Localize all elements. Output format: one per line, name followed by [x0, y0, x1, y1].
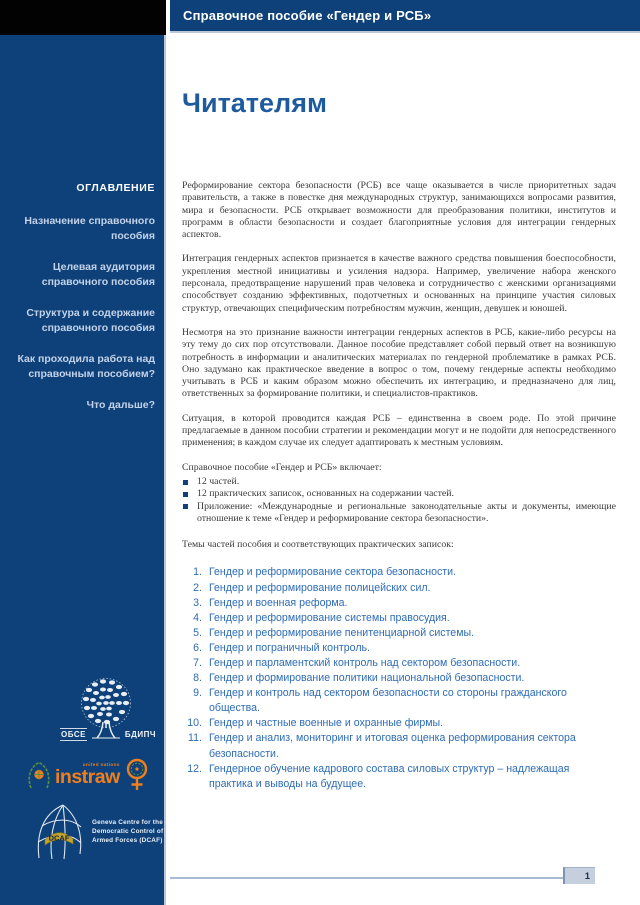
topic-item: Гендер и реформирование пенитенциарной системы.: [209, 626, 475, 639]
sidebar-item-structure[interactable]: Структура и содержание справочного пособия: [26, 307, 155, 334]
topic-item: Гендер и контроль над сектором безопасности со стороны гражданского общества.: [209, 687, 567, 715]
female-symbol-icon: [123, 757, 151, 794]
includes-list: [182, 476, 616, 525]
includes-intro: Справочное пособие «Гендер и РСБ» включает:: [182, 461, 382, 473]
body-text: [182, 180, 616, 551]
topic-item: Гендер и реформирование сектора безопасности.: [209, 566, 457, 579]
instraw-wordmark: [55, 763, 120, 788]
dcaf-logo: [33, 802, 163, 860]
paragraph: Реформирование сектора безопасности (РСБ) все чаще оказывается в числе приоритетных задач правительств, а также в повестке дня международных структур, занимающихся вопросами развития, мира и безопасности. РСБ открывает возможности для преобразования политики, институтов и программ в области безопасности и создает благоприятные условия для интеграции гендерных аспектов.: [182, 180, 616, 241]
header-bar: [170, 0, 640, 33]
page-title: Читателям: [182, 88, 327, 118]
list-item: Приложение: «Международные и региональные законодательные акты и документы, имеющие отношение к теме «Гендер и реформирование сектора безопасности».: [182, 501, 616, 526]
sidebar-item-audience[interactable]: Целевая аудитория справочного пособия: [41, 261, 155, 288]
topic-item: Гендер и парламентский контроль над сектором безопасности.: [209, 656, 521, 669]
instraw-name: instraw: [55, 766, 120, 789]
topic-item: Гендер и пограничный контроль.: [209, 641, 370, 654]
topic-item: Гендер и анализ, мониторинг и итоговая оценка реформирования сектора безопасности.: [209, 732, 576, 760]
osce-logo-labels: [60, 728, 156, 741]
topic-item: Гендер и частные военные и охранные фирмы.: [209, 717, 444, 730]
paragraph: Несмотря на это признание важности интеграции гендерных аспектов в РСБ, какие-либо ресурсы на эту тему до сих пор отсутствовали. Данное пособие представляет собой первый ответ на возникшую потребность в информации и аналитических материалах по гендерной проблематике в рамках РСБ. Оно задумано как практическое введение в вопрос о том, почему гендерные аспекты необходимо учитывать в РСБ и каким образом можно обеспечить их интеграцию, и предназначено для лиц, ответственных за формирование политики, и специалистов-практиков.: [182, 326, 616, 400]
topic-item: Гендер и реформирование полицейских сил.: [209, 581, 431, 594]
sidebar-item-purpose[interactable]: Назначение справочного пособия: [24, 215, 155, 242]
topics-intro: Темы частей пособия и соответствующих практических записок:: [182, 539, 454, 551]
main-content: [170, 35, 640, 792]
list-item: 12 практических записок, основанных на содержании частей.: [182, 488, 616, 500]
dcaf-caption-line: Armed Forces (DCAF): [92, 837, 163, 844]
page-number-badge: [563, 867, 595, 884]
header-title: Справочное пособие «Гендер и РСБ»: [183, 8, 432, 23]
paragraph: Ситуация, в которой проводится каждая РСБ – единственна в своем роде. По этой причине предлагаемые в данном пособии стратегии и рекомендации могут и не подойти для непосредственного применения; в каждом случае их следует адаптировать к местным условиям.: [182, 412, 616, 449]
topic-item: Гендер и реформирование системы правосудия.: [209, 611, 450, 624]
page-number: 1: [584, 870, 590, 882]
osce-label: ОБСЕ: [61, 730, 86, 739]
dcaf-globe-icon: [33, 802, 87, 860]
topic-item: Гендерное обучение кадрового состава силовых структур – надлежащая практика и выводы на будущее.: [209, 762, 570, 790]
odihr-label: БДИПЧ: [124, 730, 156, 739]
topic-item: Гендер и формирование политики национальной безопасности.: [209, 672, 525, 685]
top-left-black-block: [0, 0, 166, 35]
list-item: 12 частей.: [182, 476, 616, 488]
instraw-logo: [26, 757, 151, 794]
sidebar-item-process[interactable]: Как проходила работа над справочным пособием?: [17, 353, 155, 380]
footer-rule: [170, 877, 595, 879]
paragraph: Интеграция гендерных аспектов признается в качестве важного средства повышения боеспособности, укрепления местной инициативы и усиления надзора. Например, увеличение набора женского персонала, предотвращение нарушений прав человека и сотрудничество с женскими организациями способствует созданию эффективных, подотчетных и основанных на принципе участия силовых структур, отвечающих специфическим потребностям мужчин, женщин, девушек и юношей.: [182, 253, 616, 314]
dcaf-caption-line: Geneva Centre for the: [92, 819, 163, 826]
dcaf-caption-line: Democratic Control of: [92, 828, 164, 835]
sidebar-item-whats-next[interactable]: Что дальше?: [86, 399, 155, 411]
united-nations-tagline: united nations: [82, 762, 120, 768]
topic-item: Гендер и военная реформа.: [209, 596, 348, 609]
toc-header: ОГЛАВЛЕНИЕ: [76, 182, 155, 194]
un-wreath-icon: [26, 760, 52, 792]
topics-list: [182, 565, 616, 791]
dcaf-caption: [92, 802, 163, 845]
dcaf-wordmark: DCAF: [48, 833, 70, 843]
